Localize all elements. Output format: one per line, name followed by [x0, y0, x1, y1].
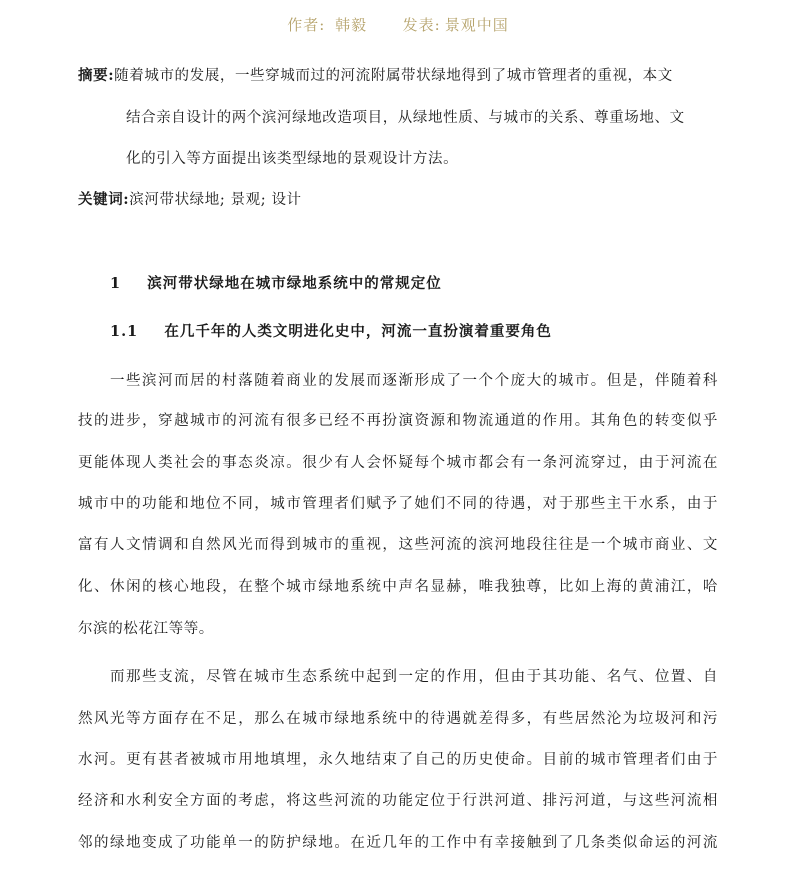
paragraph-line: 而那些支流，尽管在城市生态系统中起到一定的作用，但由于其功能、名气、位置、自 — [110, 669, 718, 685]
section-title: 滨河带状绿地在城市绿地系统中的常规定位 — [147, 275, 442, 292]
source-name: 景观中国 — [444, 16, 509, 34]
subsection-title: 在几千年的人类文明进化史中，河流一直扮演着重要角色 — [164, 323, 552, 340]
paragraph-line: 邻的绿地变成了功能单一的防护绿地。在近几年的工作中有幸接触到了几条类似命运的河流 — [78, 835, 718, 851]
paragraph-line: 一些滨河而居的村落随着商业的发展而逐渐形成了一个个庞大的城市。但是，伴随着科 — [110, 373, 718, 389]
paragraph-line: 化、休闲的核心地段，在整个城市绿地系统中声名显赫，唯我独尊，比如上海的黄浦江，哈 — [78, 579, 718, 595]
section-heading — [110, 274, 442, 294]
section-number: 1 — [110, 275, 122, 292]
subsection-heading — [110, 322, 552, 342]
source-label: 发表: — [402, 16, 441, 34]
author-label: 作者: — [287, 16, 326, 34]
abstract-line: 化的引入等方面提出该类型绿地的景观设计方法。 — [126, 151, 459, 167]
keywords-line — [78, 190, 302, 210]
paragraph-line: 技的进步，穿越城市的河流有很多已经不再扮演资源和物流通道的作用。其角色的转变似乎 — [78, 413, 718, 429]
abstract-line: 结合亲自设计的两个滨河绿地改造项目，从绿地性质、与城市的关系、尊重场地、文 — [126, 110, 685, 126]
keywords-label: 关键词: — [78, 191, 130, 208]
paragraph-line: 富有人文情调和自然风光而得到城市的重视，这些河流的滨河地段往往是一个城市商业、文 — [78, 537, 718, 553]
abstract-label: 摘要: — [78, 67, 115, 84]
abstract-first-line — [78, 66, 673, 86]
paragraph-line: 经济和水利安全方面的考虑，将这些河流的功能定位于行洪河道、排污河道，与这些河流相 — [78, 793, 718, 809]
paragraph-line: 更能体现人类社会的事态炎凉。很少有人会怀疑每个城市都会有一条河流穿过，由于河流在 — [78, 455, 718, 471]
paragraph-line: 尔滨的松花江等等。 — [78, 621, 214, 637]
paragraph-line: 然风光等方面存在不足，那么在城市绿地系统中的待遇就差得多，有些居然沦为垃圾河和污 — [78, 711, 718, 727]
keywords-text: 滨河带状绿地; 景观; 设计 — [129, 192, 302, 208]
paragraph-line: 城市中的功能和地位不同，城市管理者们赋予了她们不同的待遇，对于那些主干水系，由于 — [78, 496, 718, 512]
subsection-number: 1.1 — [110, 323, 139, 340]
byline — [0, 14, 796, 35]
paragraph-line: 水河。更有甚者被城市用地填埋，永久地结束了自己的历史使命。目前的城市管理者们由于 — [78, 752, 718, 768]
abstract-line: 随着城市的发展，一些穿城而过的河流附属带状绿地得到了城市管理者的重视，本文 — [114, 68, 673, 84]
author-name: 韩毅 — [335, 16, 368, 34]
